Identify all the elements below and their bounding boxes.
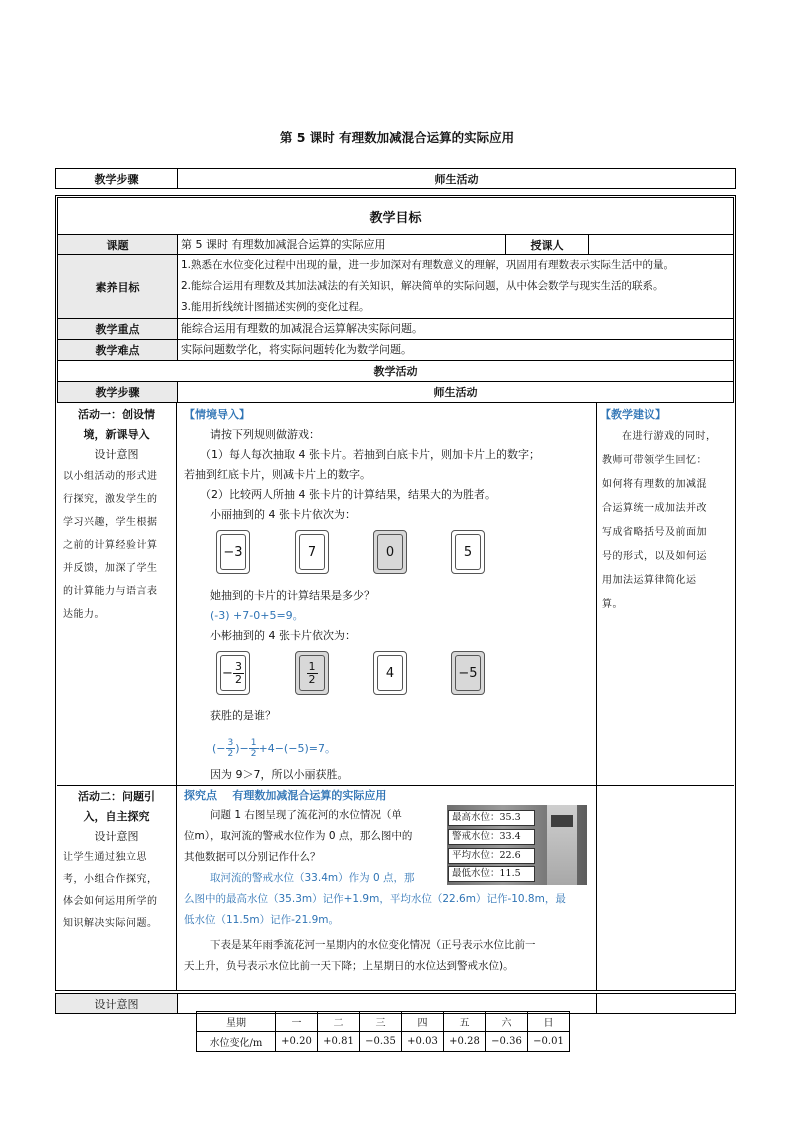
card-b2: [295, 651, 329, 695]
situation-intro-tag: 【情境导入】: [184, 408, 250, 421]
card-b1: [216, 651, 250, 695]
row-label: 水位变化/m: [197, 1032, 276, 1052]
key-point-label: 教学重点: [58, 319, 178, 340]
numerator: 1: [308, 659, 316, 673]
literacy-item: 2.能综合运用有理数及其加法减法的有关知识，解决简单的实际问题，从中体会数学与现实生活的联系。: [181, 280, 664, 292]
answer-line: 么图中的最高水位（35.3m）记作+1.9m，平均水位（22.6m）记作-10.8m，最: [184, 893, 566, 905]
suggestion-text: [600, 425, 732, 617]
card-a4: 5: [451, 530, 485, 574]
explore-point-label: 探究点: [184, 789, 217, 802]
table-cell: +0.03: [402, 1032, 444, 1052]
card-b1-fraction: [233, 661, 244, 686]
card-a1: −3: [216, 530, 250, 574]
design-line: 知识解决实际问题。: [63, 918, 158, 929]
table-cell: +0.20: [276, 1032, 318, 1052]
card-a3: 0: [373, 530, 407, 574]
formula-part: +4−(−5)=7。: [258, 742, 336, 755]
level-label-warning: 警戒水位：33.4: [448, 829, 535, 845]
suggestion-line: 算。: [602, 599, 623, 610]
table-header: 星期: [197, 1012, 276, 1032]
design-line: 学习兴趣，学生根据: [63, 517, 158, 528]
rule-line: 小丽抽到的 4 张卡片依次为：: [210, 508, 356, 521]
table-row: [197, 1032, 570, 1052]
activity2-title-cont: 入，自主探究: [83, 810, 150, 823]
gauge-sign: [551, 815, 573, 827]
level-label-highest: 最高水位：35.3: [448, 810, 535, 826]
answer-line: 取河流的警戒水位（33.4m）作为 0 点，那: [210, 872, 415, 884]
rule-line: 若抽到红底卡片，则减卡片上的数字。: [184, 468, 371, 481]
card-b2-fraction: [307, 661, 318, 686]
footer-notes: [597, 994, 736, 1014]
design-line: 以小组活动的形式进: [63, 471, 158, 482]
suggestion-line: 在进行游戏的同时，: [622, 431, 717, 442]
denominator: 2: [308, 672, 316, 686]
problem-line: 问题 1 右图呈现了流花河的水位情况（单: [210, 809, 402, 821]
top-header-activity: 师生活动: [178, 169, 736, 189]
design-line: 的计算能力与语言表: [63, 586, 158, 597]
answer-a: (-3) +7-0+5=9。: [210, 609, 304, 622]
design-line: 之前的计算经验计算: [63, 540, 158, 551]
card-b3: 4: [373, 651, 407, 695]
activity2-design-label: 设计意图: [94, 830, 139, 843]
literacy-label: 素养目标: [58, 255, 178, 319]
explore-point: [184, 787, 592, 805]
card-a2: 7: [295, 530, 329, 574]
question-a: 她抽到的卡片的计算结果是多少？: [210, 589, 375, 602]
design-line: 达能力。: [63, 609, 105, 620]
answer-line: 低水位（11.5m）记作-21.9m。: [184, 914, 340, 926]
table-cell: +0.28: [444, 1032, 486, 1052]
teaching-suggestion: [600, 405, 732, 617]
formula-fraction: [249, 738, 259, 759]
formula-fraction: [226, 738, 236, 759]
table-cell: −0.01: [528, 1032, 570, 1052]
table-cell: +0.81: [318, 1032, 360, 1052]
activity1-title-cont: 境，新课导入: [83, 428, 150, 441]
difficulty-value: 实际问题数学化，将实际问题转化为数学问题。: [178, 340, 734, 361]
line-b: 小彬抽到的 4 张卡片依次为：: [210, 629, 356, 642]
design-line: 并反馈，加深了学生: [63, 563, 158, 574]
topic-label: 课题: [58, 235, 178, 255]
table-header: 二: [318, 1012, 360, 1032]
activity-header-steps: 教学步骤: [58, 382, 178, 403]
literacy-goals: [178, 255, 734, 319]
table-intro: [184, 935, 592, 977]
card-b1-sign: −: [222, 665, 233, 681]
column-divider-left: [176, 403, 177, 990]
table-header: 五: [444, 1012, 486, 1032]
table-header: 日: [528, 1012, 570, 1032]
question-b: 获胜的是谁？: [210, 709, 276, 722]
topic-value: 第 5 课时 有理数加减混合运算的实际应用: [178, 235, 506, 255]
formula-part: )−: [235, 741, 249, 755]
rule-line: （1）每人每次抽取 4 张卡片。若抽到白底卡片，则加卡片上的数字；: [200, 448, 540, 461]
rule-line: （2）比较两人所抽 4 张卡片的计算结果，结果大的为胜者。: [200, 488, 496, 501]
rule-line: 请按下列规则做游戏：: [210, 428, 320, 441]
numerator: 3: [227, 737, 234, 748]
page-title: 第 5 课时 有理数加减混合运算的实际应用: [279, 130, 515, 145]
card-b4: −5: [451, 651, 485, 695]
suggestion-line: 号的形式，以及如何运: [602, 551, 707, 562]
suggestion-tag: 【教学建议】: [600, 408, 666, 421]
denominator: 2: [234, 672, 242, 686]
teacher-value[interactable]: [589, 235, 734, 255]
table-cell: −0.36: [486, 1032, 528, 1052]
column-divider-right: [596, 403, 597, 990]
design-line: 行探究，激发学生的: [63, 494, 158, 505]
answer-b-formula: [212, 733, 336, 763]
difficulty-label: 教学难点: [58, 340, 178, 361]
denominator: 2: [250, 748, 257, 759]
design-line: 体会如何运用所学的: [63, 896, 158, 907]
activity1-steps: [57, 405, 176, 626]
activity-header-activity: 师生活动: [178, 382, 734, 403]
suggestion-line: 写成省略括号及前面加: [602, 527, 707, 538]
design-line: 考，小组合作探究，: [63, 874, 158, 885]
top-header-steps: 教学步骤: [56, 169, 178, 189]
water-change-table: [196, 1011, 570, 1052]
level-label-average: 平均水位：22.6: [448, 848, 535, 864]
conclusion: 因为 9＞7，所以小丽获胜。: [210, 768, 349, 781]
table-header: 四: [402, 1012, 444, 1032]
numerator: 3: [234, 659, 242, 673]
goals-heading: 教学目标: [58, 198, 734, 235]
activity1-design-text: [57, 465, 176, 626]
suggestion-line: 合运算统一成加法并改: [602, 503, 707, 514]
activity2-steps: [57, 787, 176, 935]
activity1-title: 活动一：创设情: [78, 408, 155, 421]
problem-line: 位m），取河流的警戒水位作为 0 点，那么图中的: [184, 830, 413, 842]
activity-heading: 教学活动: [58, 361, 734, 382]
literacy-item: 3.能用折线统计图描述实例的变化过程。: [181, 301, 370, 313]
activity2-design-text: [57, 847, 176, 935]
top-header-table: [55, 168, 736, 189]
key-point-value: 能综合运用有理数的加减混合运算解决实际问题。: [178, 319, 734, 340]
teacher-label: 授课人: [506, 235, 589, 255]
table-header-row: [197, 1012, 570, 1032]
explore-point-title: 有理数加减混合运算的实际应用: [232, 789, 387, 802]
denominator: 2: [227, 748, 234, 759]
row-divider: [57, 785, 734, 786]
suggestion-line: 用加法运算律简化运: [602, 575, 697, 586]
suggestion-line: 如何将有理数的加减混: [602, 479, 707, 490]
table-header: 六: [486, 1012, 528, 1032]
formula-part: (−: [212, 741, 226, 755]
intro-line: 天上升，负号表示水位比前一天下降；上星期日的水位达到警戒水位)。: [184, 960, 514, 972]
activity2-title: 活动二：问题引: [78, 790, 155, 803]
activity1-content: [184, 405, 592, 525]
intro-line: 下表是某年雨季流花河一星期内的水位变化情况（正号表示水位比前一: [210, 939, 536, 951]
design-line: 让学生通过独立思: [63, 852, 147, 863]
problem-1: [184, 805, 442, 868]
suggestion-line: 教师可带领学生回忆：: [602, 455, 707, 466]
table-header: 一: [276, 1012, 318, 1032]
footer-design-label: 设计意图: [56, 994, 178, 1014]
activity1-design-label: 设计意图: [94, 448, 139, 461]
problem-line: 其他数据可以分别记作什么？: [184, 851, 321, 863]
table-header: 三: [360, 1012, 402, 1032]
numerator: 1: [250, 737, 257, 748]
literacy-item: 1.熟悉在水位变化过程中出现的量，进一步加深对有理数意义的理解，巩固用有理数表示实际生活中的量。: [181, 259, 675, 271]
level-label-lowest: 最低水位：11.5: [448, 866, 535, 882]
table-cell: −0.35: [360, 1032, 402, 1052]
goals-table: [57, 197, 734, 403]
